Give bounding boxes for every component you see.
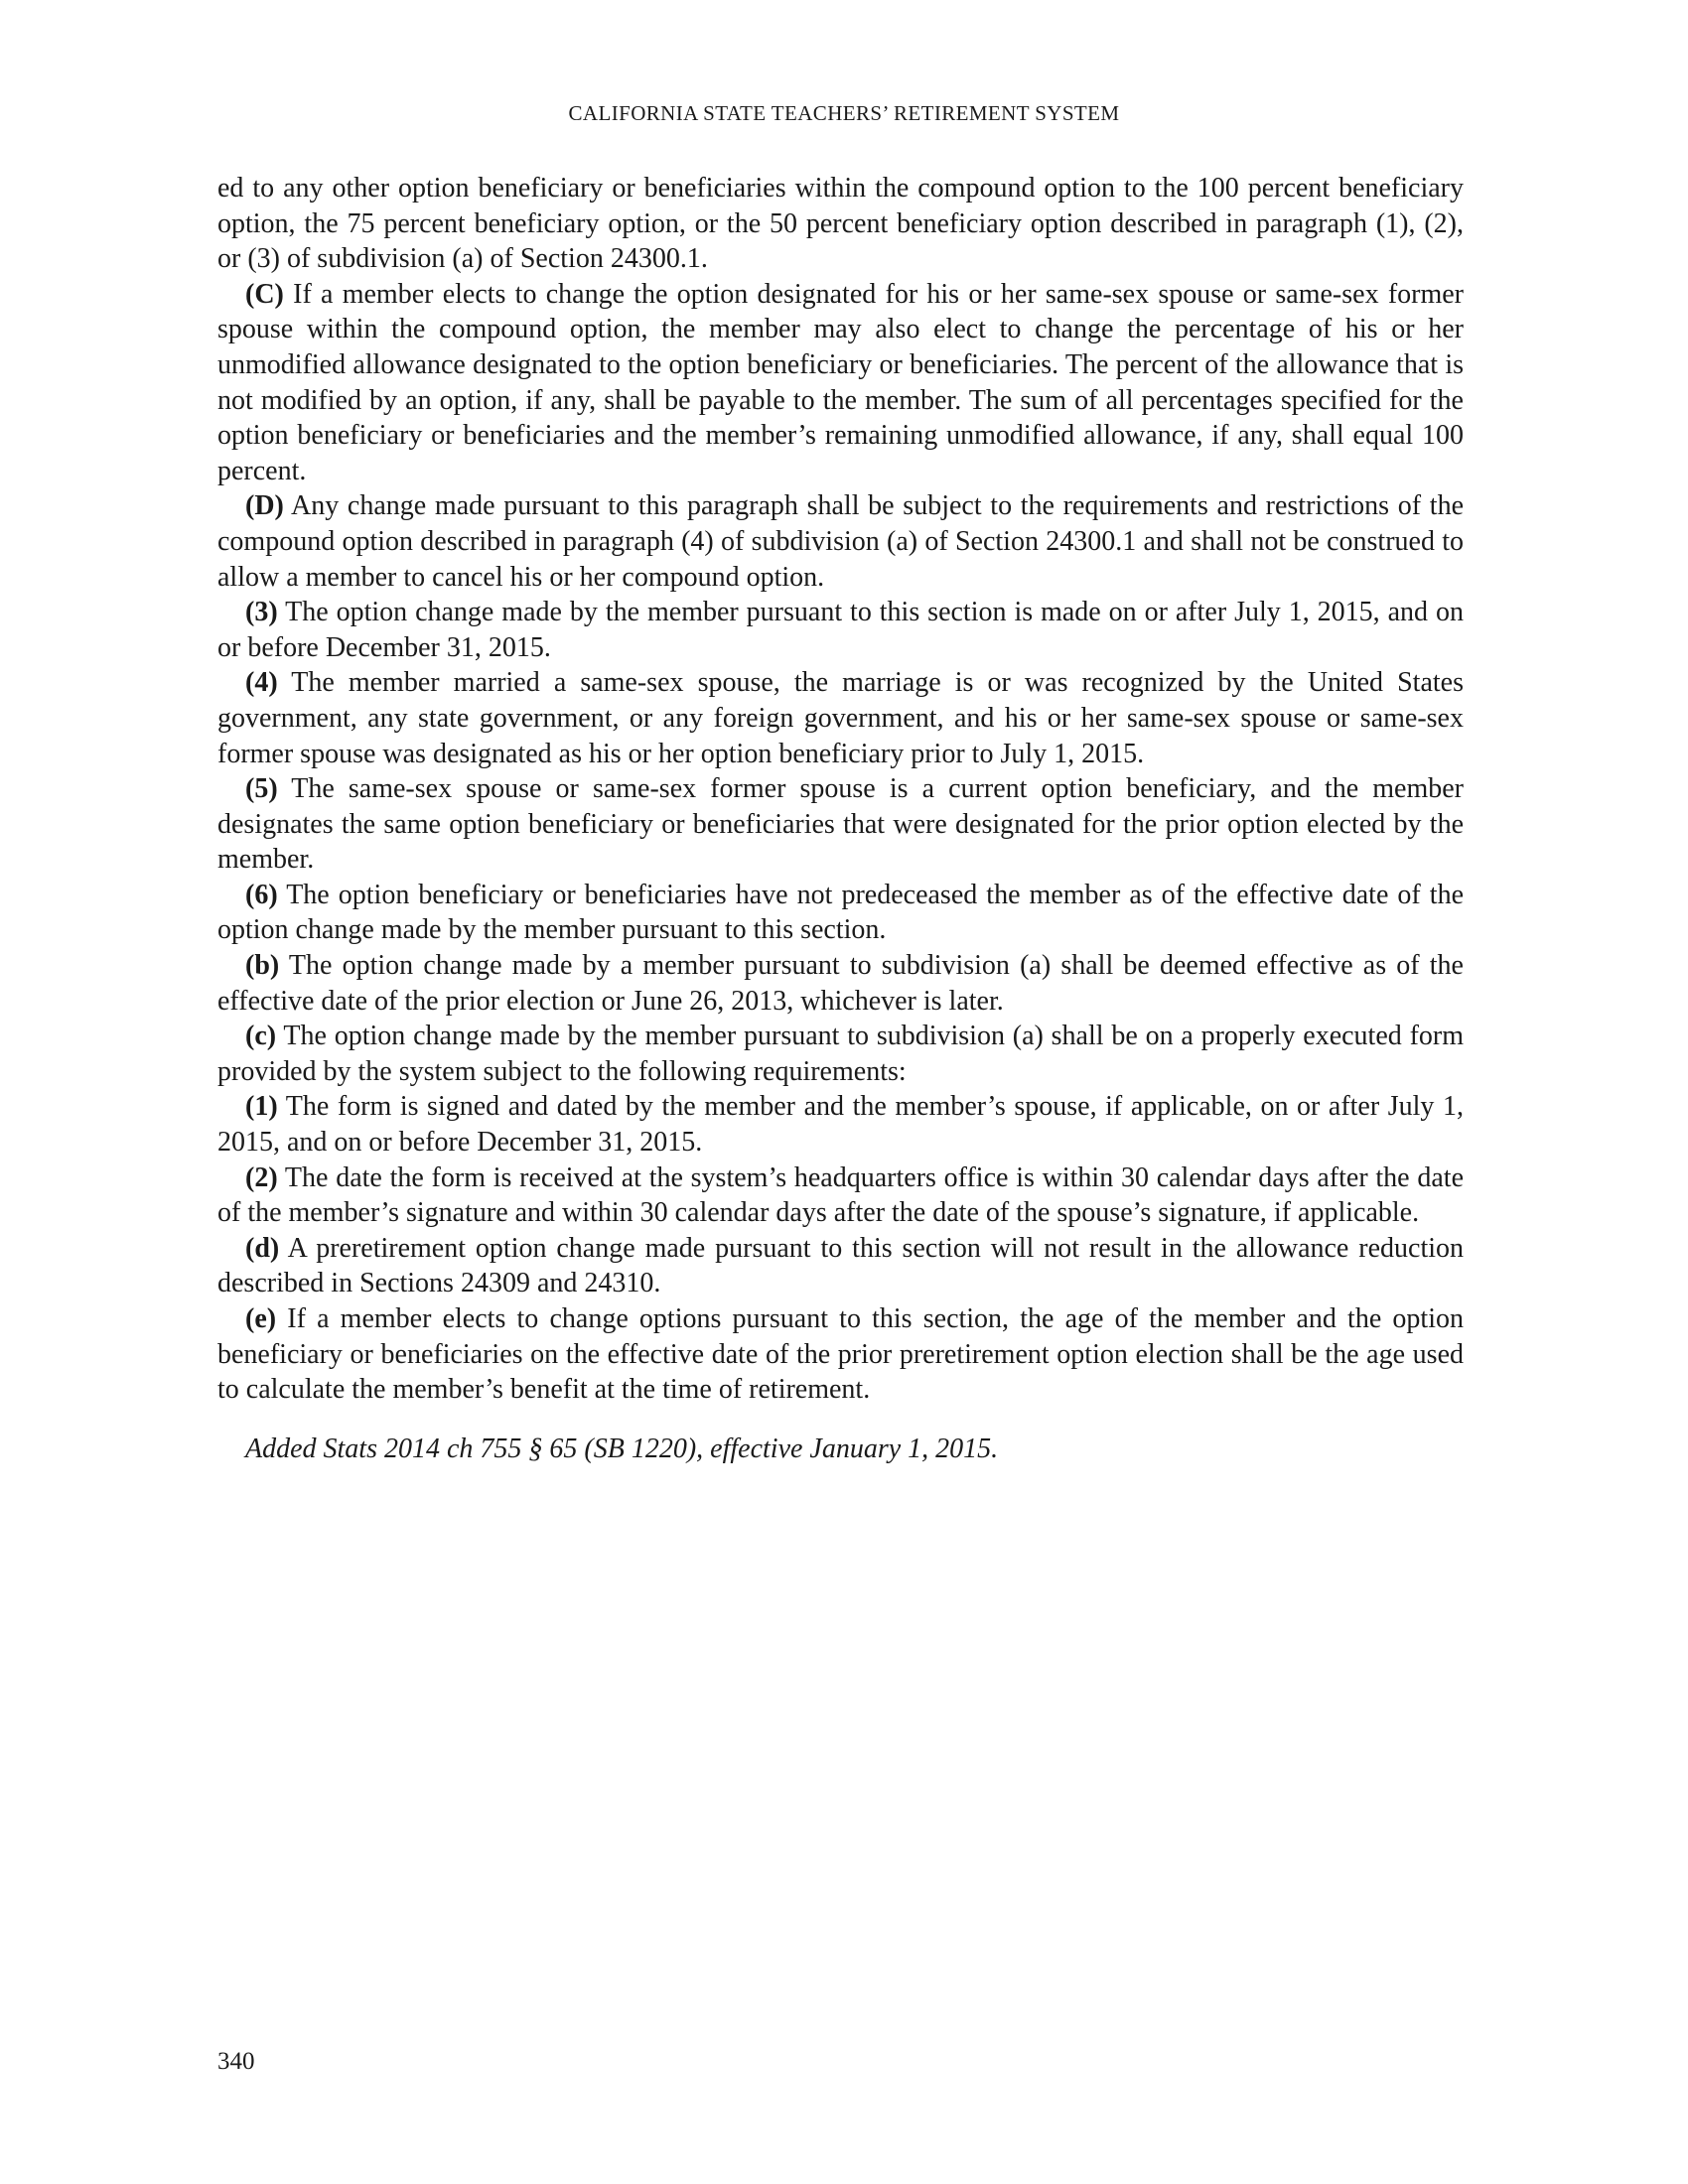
subdivision-c: [217, 1019, 1464, 1089]
paragraph-text: The date the form is received at the system’s headquarters office is within 30 calendar days after the date of the member’s signature and within 30 calendar days after the date of the spouse’s signature, if applicable.: [217, 1161, 1464, 1229]
paragraph-text: If a member elects to change options pursuant to this section, the age of the member and the option beneficiary or beneficiaries on the effective date of the prior preretirement option election shall be the age used to calculate the member’s benefit at the time of retirement.: [217, 1303, 1464, 1406]
paragraph-C: [217, 277, 1464, 489]
running-head: CALIFORNIA STATE TEACHERS’ RETIREMENT SYSTEM: [568, 101, 1120, 125]
paragraph-3: [217, 595, 1464, 665]
paragraph-label: (b): [245, 950, 280, 982]
paragraph-label: (d): [245, 1232, 280, 1264]
paragraph-label: (e): [245, 1303, 277, 1334]
paragraph-label: (6): [245, 879, 278, 910]
subdivision-e: [217, 1301, 1464, 1408]
paragraph-continuation: [217, 171, 1464, 277]
paragraph-text: The member married a same-sex spouse, the marriage is or was recognized by the United States government, any state government, or any foreign government, and his or her same-sex spouse or same-sex former spouse was designated as his or her option beneficiary prior to July 1, 2015.: [217, 667, 1464, 769]
paragraph-text: Any change made pursuant to this paragraph shall be subject to the requirements and restrictions of the compound option described in paragraph (4) of subdivision (a) of Section 24300.1 and shall not be construed to allow a member to cancel his or her compound option.: [217, 490, 1464, 593]
paragraph-c-1: [217, 1089, 1464, 1160]
paragraph-label: (c): [245, 1021, 277, 1052]
paragraph-text: ed to any other option beneficiary or beneficiaries within the compound option to the 100 percent beneficiary option, the 75 percent beneficiary option, or the 50 percent beneficiary option described in paragraph (1), (2), or (3) of subdivision (a) of Section 24300.1.: [217, 173, 1464, 275]
paragraph-text: The option beneficiary or beneficiaries have not predeceased the member as of the effective date of the option change made by the member pursuant to this section.: [217, 879, 1464, 946]
page-number: 340: [217, 2048, 255, 2075]
paragraph-text: A preretirement option change made pursuant to this section will not result in the allowance reduction described in Sections 24309 and 24310.: [217, 1232, 1464, 1299]
paragraph-6: [217, 878, 1464, 948]
paragraph-text: The option change made by the member pursuant to this section is made on or after July 1, 2015, and on or before December 31, 2015.: [217, 597, 1464, 663]
paragraph-label: (1): [245, 1091, 278, 1123]
subdivision-b: [217, 948, 1464, 1019]
paragraph-4: [217, 665, 1464, 771]
paragraph-c-2: [217, 1160, 1464, 1231]
paragraph-label: (3): [245, 597, 278, 628]
paragraph-5: [217, 771, 1464, 878]
paragraph-label: (4): [245, 667, 278, 699]
paragraph-text: The same-sex spouse or same-sex former spouse is a current option beneficiary, and the member designates the same option beneficiary or beneficiaries that were designated for the prior option elected by the member.: [217, 773, 1464, 876]
paragraph-text: The form is signed and dated by the member and the member’s spouse, if applicable, on or after July 1, 2015, and on or before December 31, 2015.: [217, 1091, 1464, 1159]
paragraph-label: (C): [245, 278, 284, 310]
subdivision-d: [217, 1231, 1464, 1301]
paragraph-text: The option change made by the member pursuant to subdivision (a) shall be on a properly executed form provided by the system subject to the following requirements:: [217, 1021, 1464, 1087]
paragraph-text: If a member elects to change the option designated for his or her same-sex spouse or same-sex former spouse within the compound option, the member may also elect to change the percentage of his or her unmodified allowance designated to the option beneficiary or beneficiaries. The percent of the allowance that is not modified by an option, if any, shall be payable to the member. The sum of all percentages specified for the option beneficiary or beneficiaries and the member’s remaining unmodified allowance, if any, shall equal 100 percent.: [217, 278, 1464, 486]
statute-body: [217, 171, 1464, 1466]
history-note: Added Stats 2014 ch 755 § 65 (SB 1220), effective January 1, 2015.: [245, 1433, 999, 1464]
paragraph-text: The option change made by a member pursuant to subdivision (a) shall be deemed effective as of the effective date of the prior election or June 26, 2013, whichever is later.: [217, 950, 1464, 1017]
paragraph-label: (5): [245, 773, 278, 805]
paragraph-label: (D): [245, 490, 284, 522]
paragraph-label: (2): [245, 1161, 278, 1193]
paragraph-D: [217, 488, 1464, 595]
